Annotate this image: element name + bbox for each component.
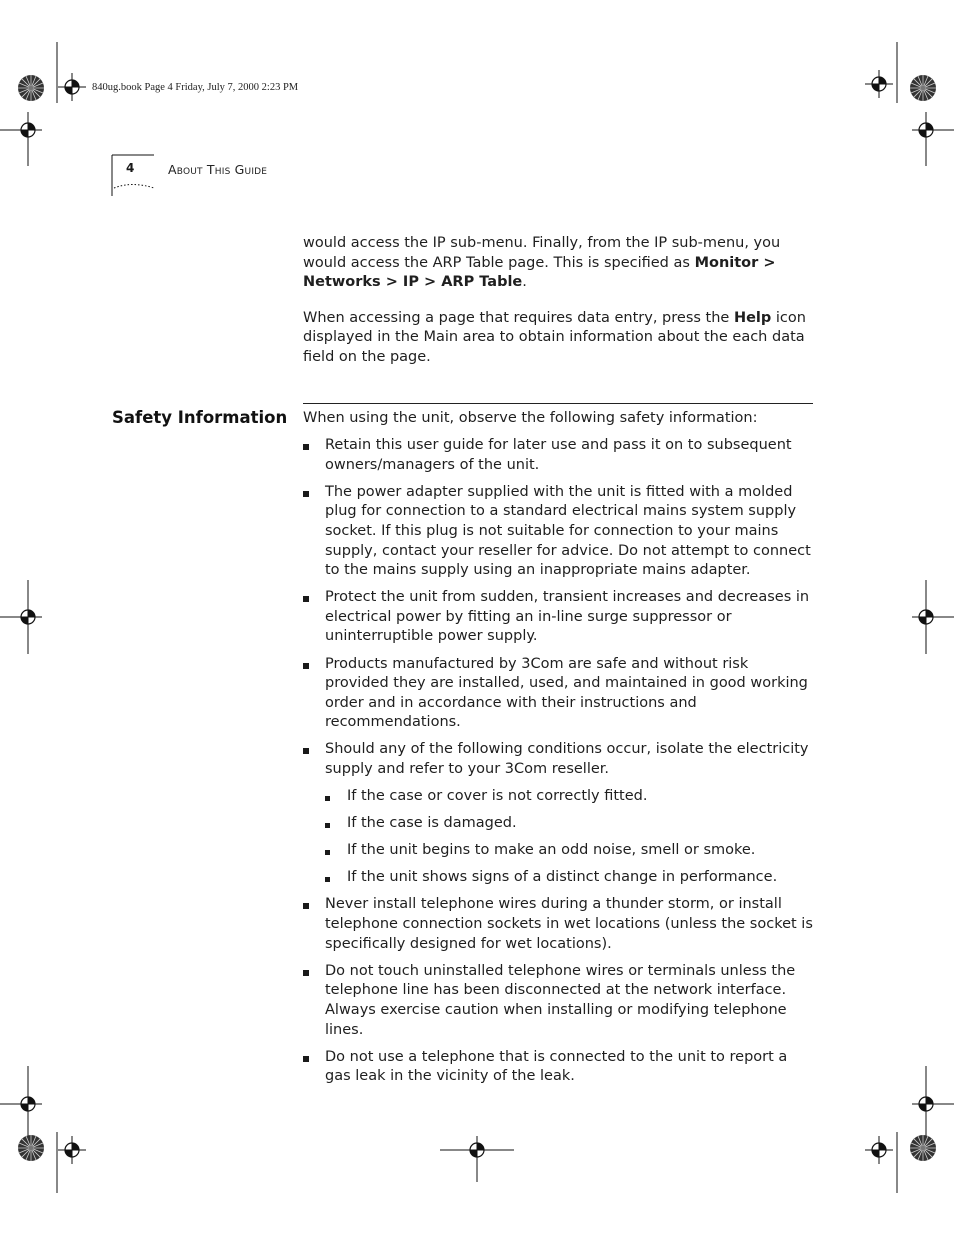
page-number: 4 [126, 161, 135, 175]
sub-list-item: If the case is damaged. [325, 814, 815, 834]
safety-content [303, 409, 815, 1087]
safety-lead: When using the unit, observe the following safety information: [303, 410, 758, 426]
section-heading-safety: Safety Information [112, 408, 288, 427]
menu-path: Monitor > Networks > IP > ARP Table [303, 254, 776, 291]
list-item: Retain this user guide for later use and pass it on to subsequent owners/managers of the unit. [303, 436, 815, 475]
list-item-text: Should any of the following conditions occur, isolate the electricity supply and refer to your 3Com reseller. [325, 741, 809, 777]
help-term: Help [733, 309, 772, 326]
list-item: Do not touch uninstalled telephone wires or terminals unless the telephone line has been disconnected at the network interface. Always exercise caution when installing or modifying telephone lines. [303, 962, 815, 1040]
section-divider [303, 403, 813, 404]
list-item [303, 740, 815, 888]
list-item: Never install telephone wires during a thunder storm, or install telephone connection sockets in wet locations (unless the socket is specifically designed for wet locations). [303, 895, 815, 954]
print-slug: 840ug.book Page 4 Friday, July 7, 2000 2:23 PM [92, 82, 299, 93]
condition-sublist [325, 787, 815, 888]
intro-paragraph-1: would access the IP sub-menu. Finally, from the IP sub-menu, you would access the ARP Table page. This is specified as Monitor > Networks > IP > ARP Table. [303, 235, 781, 291]
intro-text [303, 234, 815, 368]
list-item: The power adapter supplied with the unit is fitted with a molded plug for connection to a standard electrical mains system supply socket. If this plug is not suitable for connection to your mains supply, contact your reseller for advice. Do not attempt to connect to the mains supply using an inappropriate mains adapter. [303, 483, 815, 581]
header-dotted-swoosh [114, 185, 154, 189]
running-head: About This Guide [168, 162, 268, 177]
list-item: Do not use a telephone that is connected to the unit to report a gas leak in the vicinity of the leak. [303, 1048, 815, 1087]
intro-paragraph-2: When accessing a page that requires data entry, press the Help icon displayed in the Main area to obtain information about the each data field on the page. [303, 309, 806, 365]
list-item: Products manufactured by 3Com are safe and without risk provided they are installed, used, and maintained in good working order and in accordance with their instructions and recommendations. [303, 655, 815, 733]
safety-list [303, 436, 815, 1087]
sub-list-item: If the case or cover is not correctly fitted. [325, 787, 815, 807]
sub-list-item: If the unit shows signs of a distinct change in performance. [325, 868, 815, 888]
list-item: Protect the unit from sudden, transient increases and decreases in electrical power by fitting an in-line surge suppressor or uninterruptible power supply. [303, 588, 815, 647]
sub-list-item: If the unit begins to make an odd noise, smell or smoke. [325, 841, 815, 861]
